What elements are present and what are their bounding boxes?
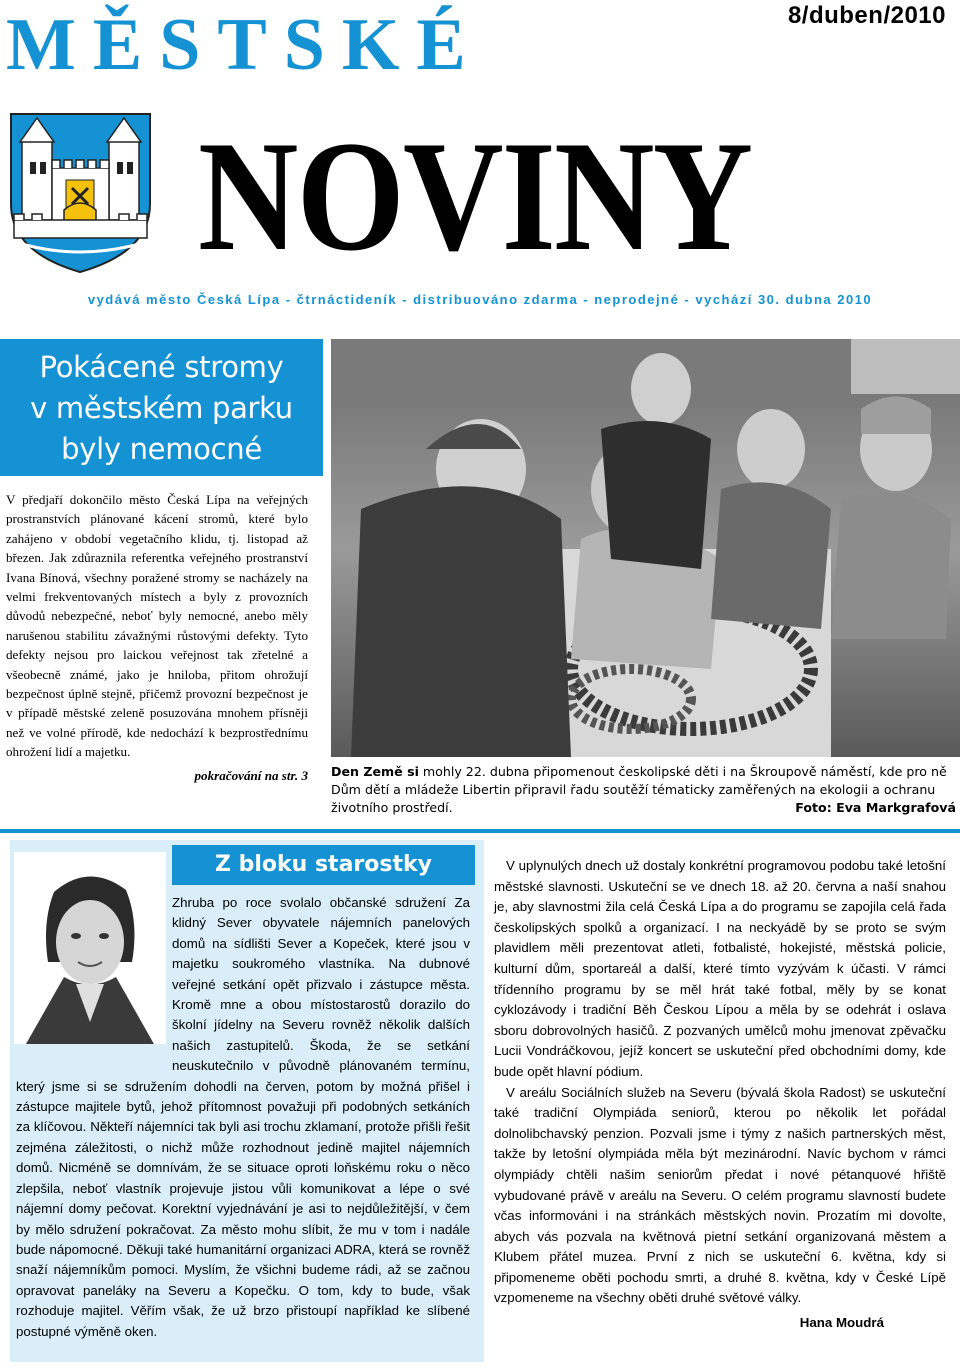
column-text-left (16, 893, 470, 1342)
column-signature: Hana Moudrá (799, 1315, 884, 1331)
lead-headline (0, 339, 323, 476)
continued-link[interactable]: pokračování na str. 3 (194, 767, 308, 783)
masthead-tagline: vydává město Česká Lípa - čtrnáctideník - distribuováno zdarma - neprodejné - vychází 30. dubna 2010 (87, 292, 873, 307)
lead-article-text: V předjaří dokončilo město Česká Lípa na veřejných prostranstvích plánované kácení stromů, které bylo zahájeno v období vegetačního klidu, tj. listopad až březen. Jak zdůraznila referentka veřejného prostranství Ivana Bínová, všechny poražené stromy se nacházely na velmi frekventovaných místech a byly z provozních důvodů nebezpečné, neboť byly nemocné, anebo měly narušenou stabilitu závažnými růstovými defekty. Tyto defekty nejsou pro laickou veřejnost tak zřetelné a všeobecně známé, jako je hniloba, přitom ohrožují bezpečnost úplně stejně, přičemž provozní bezpečnost je v případě městské zeleně posuzována mnohem přísněji než ve volné přírodě, kde nedochází k bezprostřednímu ohrožení lidí a majetku. (6, 492, 308, 760)
column-paragraph: V uplynulých dnech už dostaly konkrétní programovou podobu také letošní městské slavnosti. Uskuteční se ve dnech 18. až 20. června a naší snahou je, aby slavnostmi žila celá Česká Lípa a do programu se zapojila celá řada českolipských spolků a organizací. I na neckyádě by se proto se svým plavidlem měli prezentovat atleti, fotbalisté, hokejisté, městská policie, kulturní dům, sportareál a další, které tímto vyzývám k účasti. V rámci třídenního programu by se měl hrát také fotbal, měly by se konat cyklozávody i tradiční Běh Českou Lípou a měla by se odehrát i oslava sboru dobrovolných hasičů. Z pozvaných umělců mohu jmenovat zpěvačku Lucii Vondráčkovou, jejíž koncert se uskuteční před obchodními domy, kde bude opět hlavní pódium. (494, 858, 946, 1079)
caption-lead: Den Země si (331, 764, 419, 779)
masthead-title-top: MĚSTSKÉ (6, 4, 483, 86)
lead-headline-line: byly nemocné (61, 432, 262, 466)
portrait-spacer (16, 893, 172, 1057)
issue-number: 8/duben/2010 (787, 2, 946, 29)
lead-headline-line: Pokácené stromy (39, 350, 284, 384)
children-photo-icon (331, 339, 960, 757)
caption-text: mohly 22. dubna připomenout českolipské děti i na Škroupově náměstí, kde pro ně Dům dětí a mládeže Libertin připravil řadu soutěží tématicky zaměřených na ekologii a ochranu životního prostředí. (331, 764, 947, 815)
lead-article-body (6, 490, 308, 785)
city-crest-icon (8, 112, 153, 274)
photo-credit: Foto: Eva Markgrafová (795, 800, 956, 815)
column-title: Z bloku starostky (172, 845, 475, 885)
photo-caption (331, 763, 956, 817)
section-divider (0, 829, 960, 833)
column-text-right (494, 856, 946, 1334)
masthead-title-main: NOVINY (198, 109, 752, 284)
column-paragraph: V areálu Sociálních služeb na Severu (bývalá škola Radost) se uskuteční také tradiční Olympiáda seniorů, kterou po několik let pořádal dolnolibchavský penzion. Pozvali jsme i týmy z našich partnerských měst, takže by letošní olympiáda měla být mezinárodní. Navíc bychom v rámci olympiády chtěli našim seniorům předat i nové pétanquové hřiště vybudované právě v areálu na Severu. O celém programu slavností budete včas informováni i na stránkách městských novin. Prozatím mi dovolte, abych vás pozvala na květnová pietní setkání organizovaná městem a Klubem přátel muzea. První z nich se uskuteční 6. května, kdy si připomeneme oběti pochodu smrti, a druhé 8. května, kdy v České Lípě vzpomeneme na všechny oběti druhé světové války. (494, 1084, 946, 1306)
lead-headline-line: v městském parku (30, 391, 293, 425)
column-paragraph: Zhruba po roce svolalo občanské sdružení Za klidný Sever obyvatele nájemních panelových domů na sídlišti Sever a Kopeček, které jsou v majetku soukromého vlastníka. Na dubnové veřejné setkání opět přizvalo i zástupce města. Kromě mne a obou místostarostů dorazilo do školní jídelny na Severu rovněž několik dalších našich zastupitelů. Škoda, že se setkání neuskutečnilo v původně plánovaném termínu, který jsme si se sdružením dohodli na červen, potom by možná přišel i zástupce majitele bytů, jehož přítomnost považuji při podobných setkáních za klíčovou. Někteří nájemníci tak byli asi trochu zklamaní, protože přišli řešit zejména záležitosti, o nichž může rozhodnout jedině majitel nájemních domů. Nicméně se domnívám, že se situace oproti loňskému roku o něco zlepšila, neboť vlastník projevuje jistou vůli komunikovat a lépe o své nájemní domy pečovat. Korektní vyjednávání je asi to nejdůležitější, v čem by mělo sdružení pokračovat. Za město mohu slíbit, že mu v tom i nadále bude nápomocné. Děkuji také humanitární organizaci ADRA, která se rovněž snaží nájemníkům pomoci. Myslím, že všichni budeme rádi, až se začnou opravovat paneláky na Severu a Kopečku. O tom, kdy to bude, však rozhoduje majitel. Věřím však, že už brzo přistoupí například ke slíbené postupné výměně oken. (16, 895, 470, 1339)
